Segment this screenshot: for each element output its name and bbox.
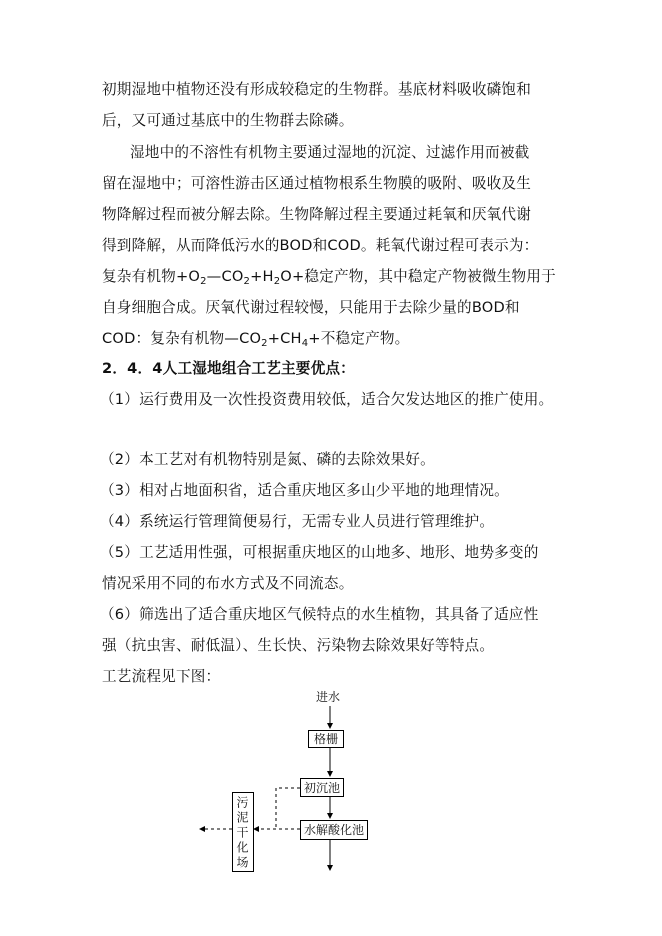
advantage-item: （5）工艺适用性强，可根据重庆地区的山地多、地形、地势多变的: [100, 544, 539, 561]
dashed-primary-sludge: [276, 788, 300, 828]
advantage-item: （6）筛选出了适合重庆地区气候特点的水生植物，其具备了适应性: [100, 606, 539, 623]
paragraph-line: 物降解过程而被分解去除。生物降解过程主要通过耗氧和厌氧代谢: [102, 206, 532, 223]
primary-tank-box: 初沉池: [300, 778, 344, 797]
advantage-item: （1）运行费用及一次性投资费用较低，适合欠发达地区的推广使用。: [100, 391, 554, 408]
advantage-item: （4）系统运行管理简便易行，无需专业人员进行管理维护。: [100, 513, 495, 530]
subscript: 2: [243, 276, 251, 287]
advantage-item-cont: 情况采用不同的布水方式及不同流态。: [102, 575, 354, 592]
formula-text: O+稳定产物，其中稳定产物被微生物用于: [280, 268, 556, 285]
formula-text: +H: [250, 268, 274, 285]
formula-text: COD：复杂有机物—CO: [102, 330, 262, 347]
formula-text: —CO: [206, 268, 244, 285]
sludge-drying-box: 污泥干化场: [232, 792, 254, 872]
paragraph-line: 自身细胞合成。厌氧代谢过程较慢，只能用于去除少量的BOD和: [102, 299, 520, 316]
formula-text: 复杂有机物+O: [102, 268, 201, 285]
paragraph-line: 留在湿地中；可溶性游击区通过植物根系生物膜的吸附、吸收及生: [102, 175, 532, 192]
hydrolysis-tank-box: 水解酸化池: [300, 820, 368, 840]
formula-text: +CH: [267, 330, 302, 347]
paragraph-line: 初期湿地中植物还没有形成较稳定的生物群。基底材料吸收磷饱和: [102, 81, 532, 98]
flow-intro: 工艺流程见下图：: [102, 668, 221, 685]
subscript: 4: [301, 338, 309, 349]
paragraph-line: 湿地中的不溶性有机物主要通过湿地的沉淀、过滤作用而被截: [130, 144, 530, 161]
advantage-item: （2）本工艺对有机物特别是氮、磷的去除效果好。: [100, 451, 435, 468]
advantage-item: （3）相对占地面积省，适合重庆地区多山少平地的地理情况。: [100, 482, 509, 499]
paragraph-line: 得到降解，从而降低污水的BOD和COD。耗氧代谢过程可表示为：: [102, 237, 539, 254]
subscript: 2: [200, 276, 207, 287]
screen-box: 格栅: [308, 730, 344, 748]
formula-text: +不稳定产物。: [308, 330, 410, 347]
inlet-label: 进水: [316, 690, 341, 704]
section-heading: 2．4．4人工湿地组合工艺主要优点：: [102, 360, 355, 377]
advantage-item-cont: 强（抗虫害、耐低温）、生长快、污染物去除效果好等特点。: [102, 637, 495, 654]
subscript: 2: [273, 276, 281, 287]
paragraph-line: 后，又可通过基底中的生物群去除磷。: [102, 112, 354, 129]
subscript: 2: [261, 338, 268, 349]
